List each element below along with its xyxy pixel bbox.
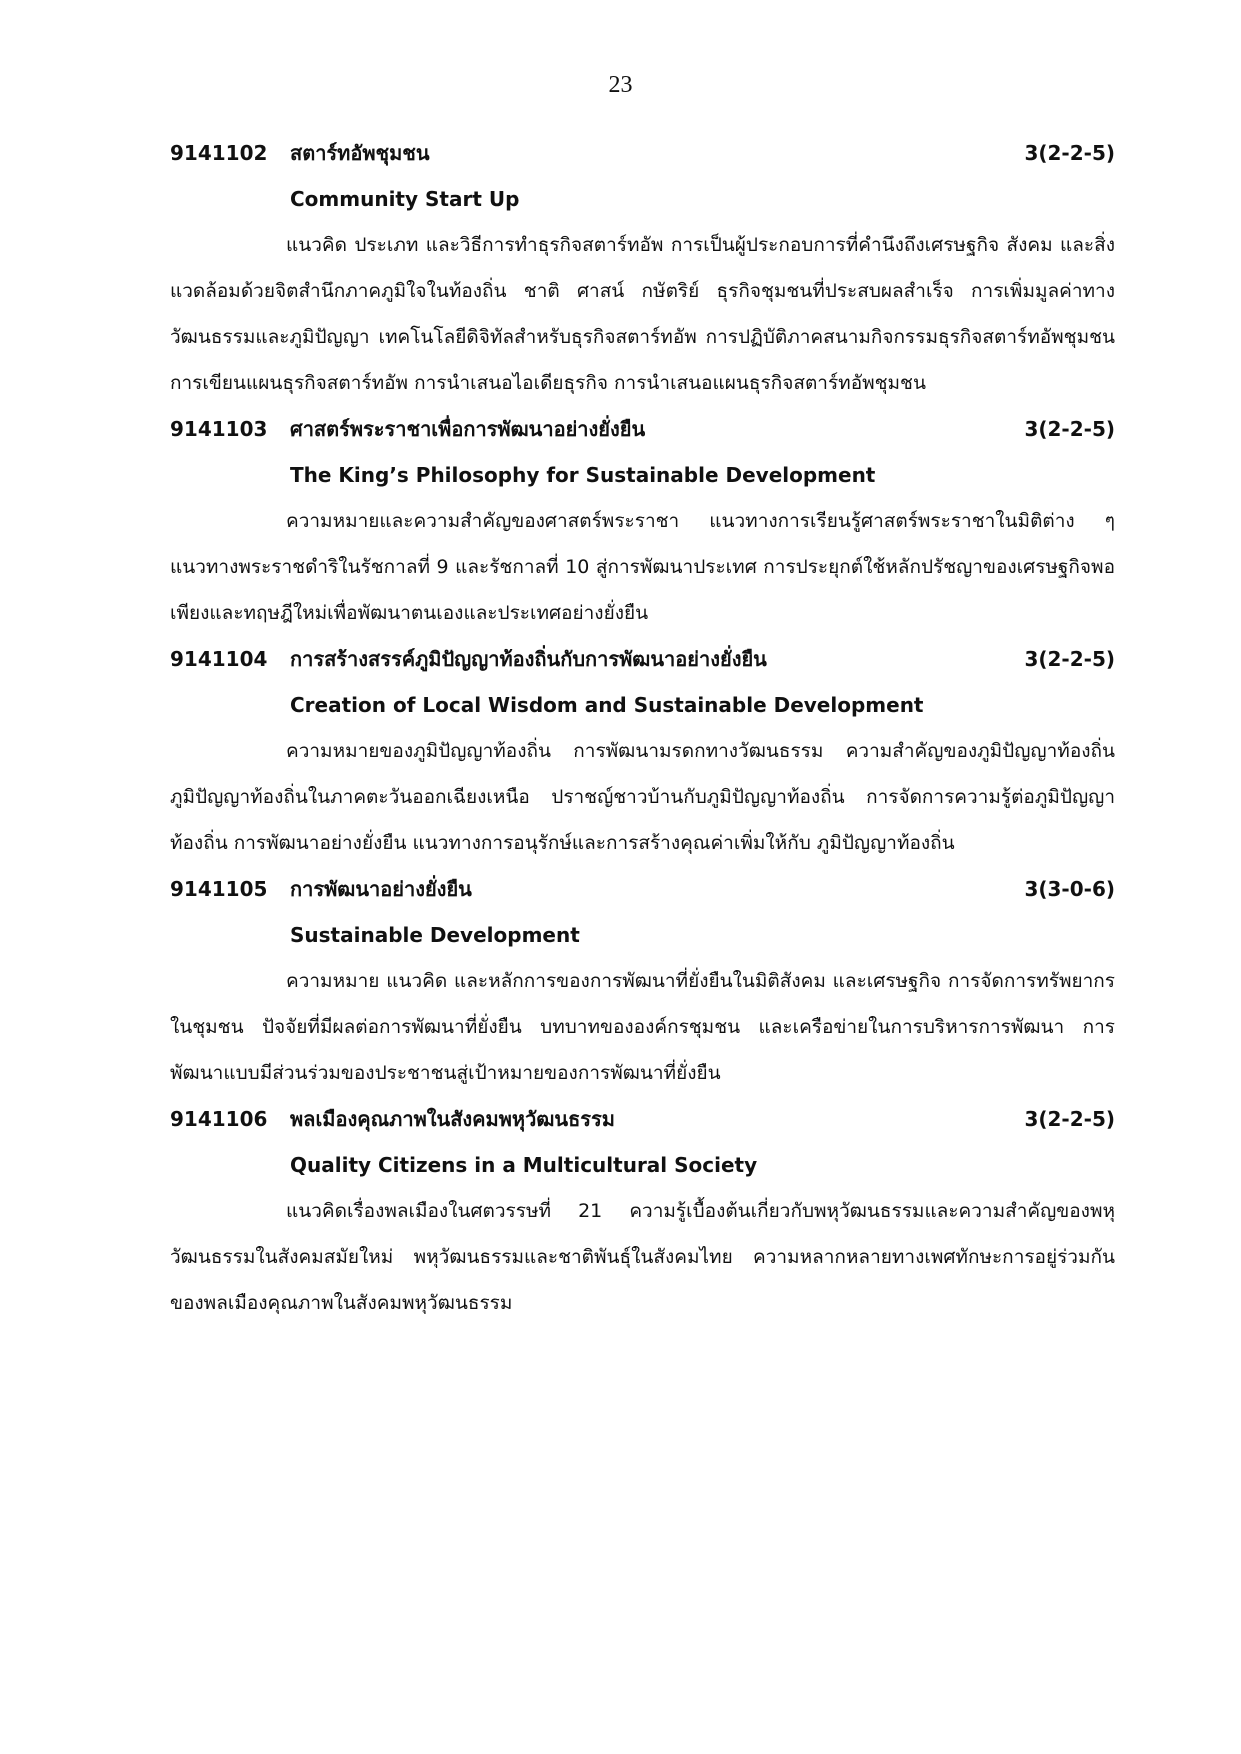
course-code: 9141106 [170,1107,268,1131]
course-credits: 3(2-2-5) [1024,647,1115,671]
course-entry [170,866,1115,1096]
course-header [170,406,1115,452]
course-credits: 3(2-2-5) [1024,1107,1115,1131]
course-title-thai: ศาสตร์พระราชาเพื่อการพัฒนาอย่างยั่งยืน [290,417,646,441]
course-entry [170,406,1115,636]
course-credits: 3(3-0-6) [1024,877,1115,901]
course-header [170,1096,1115,1142]
course-code: 9141102 [170,141,268,165]
course-description: ความหมายและความสำคัญของศาสตร์พระราชา แนวทางการเรียนรู้ศาสตร์พระราชาในมิติต่าง ๆ แนวทางพระราชดำริในรัชกาลที่ 9 และรัชกาลที่ 10 สู่การพัฒนาประเทศ การประยุกต์ใช้หลักปรัชญาของเศรษฐกิจพอเพียงและทฤษฎีใหม่เพื่อพัฒนาตนเองและประเทศอย่างยั่งยืน [170,510,1115,624]
course-title-thai: การพัฒนาอย่างยั่งยืน [290,877,472,901]
course-code: 9141105 [170,877,268,901]
course-description: แนวคิด ประเภท และวิธีการทำธุรกิจสตาร์ทอัพ การเป็นผู้ประกอบการที่คำนึงถึงเศรษฐกิจ สังคม และสิ่งแวดล้อมด้วยจิตสำนึกภาคภูมิใจในท้องถิ่น ชาติ ศาสน์ กษัตริย์ ธุรกิจชุมชนที่ประสบผลสำเร็จ การเพิ่มมูลค่าทางวัฒนธรรมและภูมิปัญญา เทคโนโลยีดิจิทัลสำหรับธุรกิจสตาร์ทอัพ การปฏิบัติภาคสนามกิจกรรมธุรกิจสตาร์ทอัพชุมชน การเขียนแผนธุรกิจสตาร์ทอัพ การนำเสนอไอเดียธุรกิจ การนำเสนอแผนธุรกิจสตาร์ทอัพชุมชน [170,234,1115,394]
course-description: ความหมายของภูมิปัญญาท้องถิ่น การพัฒนามรดกทางวัฒนธรรม ความสำคัญของภูมิปัญญาท้องถิ่น ภูมิปัญญาท้องถิ่นในภาคตะวันออกเฉียงเหนือ ปราชญ์ชาวบ้านกับภูมิปัญญาท้องถิ่น การจัดการความรู้ต่อภูมิปัญญาท้องถิ่น การพัฒนาอย่างยั่งยืน แนวทางการอนุรักษ์และการสร้างคุณค่าเพิ่มให้กับ ภูมิปัญญาท้องถิ่น [170,740,1115,854]
course-title-english: Sustainable Development [290,923,580,947]
course-code: 9141104 [170,647,268,671]
course-title-thai: พลเมืองคุณภาพในสังคมพหุวัฒนธรรม [290,1107,615,1131]
course-credits: 3(2-2-5) [1024,141,1115,165]
course-list [170,130,1115,1326]
course-entry [170,1096,1115,1326]
course-header [170,636,1115,682]
course-header [170,866,1115,912]
course-code: 9141103 [170,417,268,441]
page-number: 23 [608,72,633,98]
course-title-english: Creation of Local Wisdom and Sustainable Development [290,693,924,717]
course-description: แนวคิดเรื่องพลเมืองในศตวรรษที่ 21 ความรู้เบื้องต้นเกี่ยวกับพหุวัฒนธรรมและความสำคัญของพหุวัฒนธรรมในสังคมสมัยใหม่ พหุวัฒนธรรมและชาติพันธุ์ในสังคมไทย ความหลากหลายทางเพศทักษะการอยู่ร่วมกันของพลเมืองคุณภาพในสังคมพหุวัฒนธรรม [170,1200,1115,1314]
course-title-english: Community Start Up [290,187,520,211]
course-title-thai: การสร้างสรรค์ภูมิปัญญาท้องถิ่นกับการพัฒนาอย่างยั่งยืน [290,647,767,671]
course-title-english: The King’s Philosophy for Sustainable Development [290,463,876,487]
course-header [170,130,1115,176]
course-entry [170,636,1115,866]
course-description: ความหมาย แนวคิด และหลักการของการพัฒนาที่ยั่งยืนในมิติสังคม และเศรษฐกิจ การจัดการทรัพยากรในชุมชน ปัจจัยที่มีผลต่อการพัฒนาที่ยั่งยืน บทบาทขององค์กรชุมชน และเครือข่ายในการบริหารการพัฒนา การพัฒนาแบบมีส่วนร่วมของประชาชนสู่เป้าหมายของการพัฒนาที่ยั่งยืน [170,970,1115,1084]
course-title-thai: สตาร์ทอัพชุมชน [290,141,430,165]
course-entry [170,130,1115,406]
course-credits: 3(2-2-5) [1024,417,1115,441]
course-title-english: Quality Citizens in a Multicultural Society [290,1153,758,1177]
